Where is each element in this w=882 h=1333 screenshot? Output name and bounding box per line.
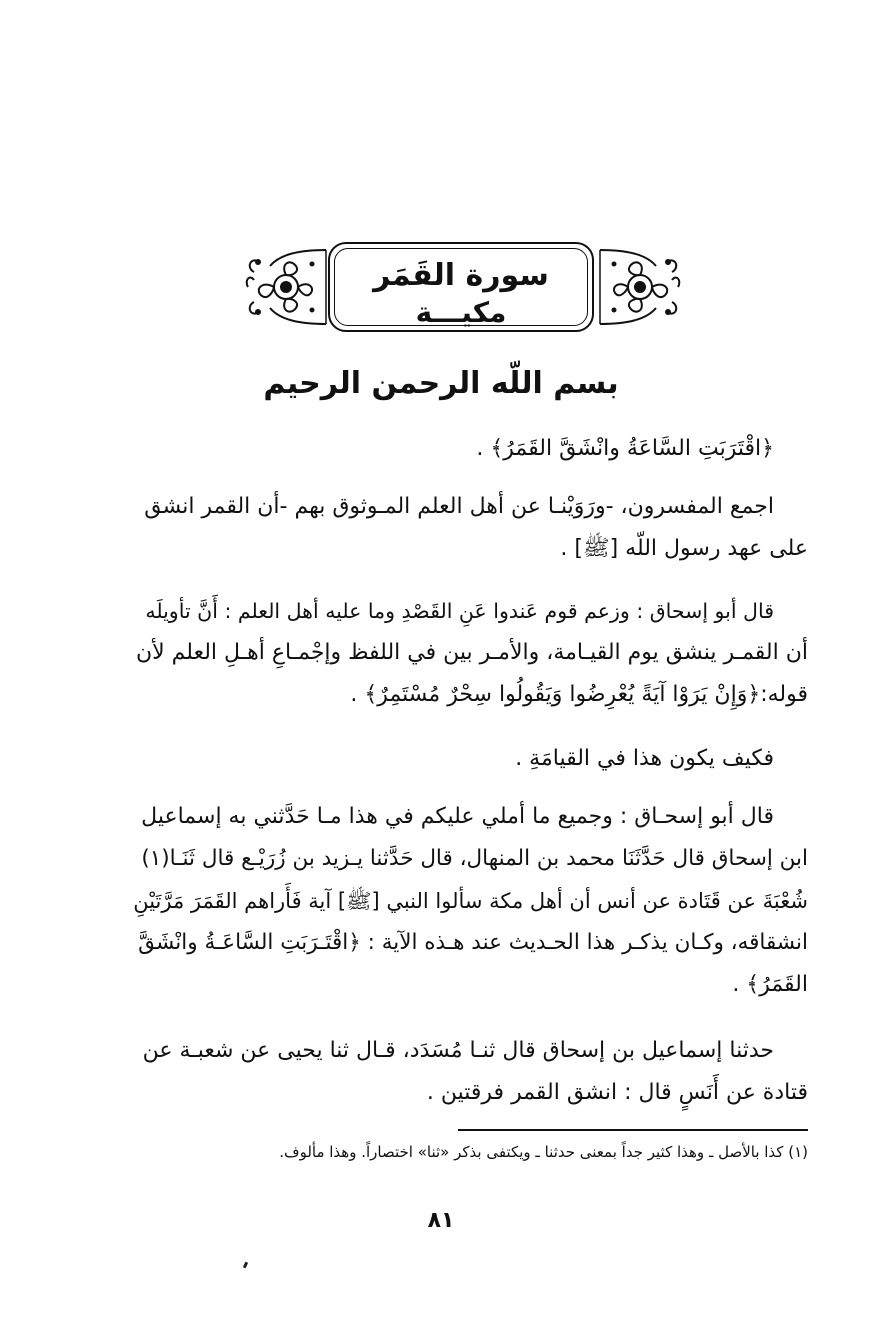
paragraph-4	[132, 796, 808, 1006]
text-line: شُعْبَةَ عن قَتَادة عن أنس أن أهل مكة سألوا النبي [ﷺ] آية فَأَراهم القَمَرَ مَرَّتَيْنِ	[133, 889, 808, 913]
paragraph-3	[132, 738, 808, 780]
text-line: ﴿اقْتَرَبَتِ السَّاعَةُ وانْشَقَّ القَمَرُ﴾ .	[476, 436, 774, 461]
text-line: أن القمـر ينشق يوم القيـامة، والأمـر بين في اللفظ وإجْمـاعِ أهـلِ العلم لأن	[135, 640, 808, 665]
text-line: انشقاقه، وكـان يذكـر هذا الحـديث عند هـذه الآية : ﴿اقْتَـرَبَتِ السَّاعَـةُ وانْشَقَّ	[138, 930, 808, 955]
text-line: قال أبو إسحـاق : وجميع ما أملي عليكم في هذا مـا حَدَّثني به إسماعيل	[141, 804, 774, 829]
surah-title-box	[328, 242, 594, 332]
basmala-heading: بسم اللّه الرحمن الرحيم	[263, 366, 619, 401]
footnote: (١) كذا بالأصل ـ وهذا كثير جداً بمعنى حدثنا ـ ويكتفى بذكر «ثنا» اختصاراً. وهذا مألوف.	[279, 1143, 808, 1161]
floral-ornament-right-icon	[594, 240, 686, 334]
scan-speck	[243, 1262, 248, 1269]
surah-title-frame	[240, 236, 686, 338]
text-line: فكيف يكون هذا في القيامَةِ .	[515, 746, 774, 771]
floral-ornament-left-icon	[240, 240, 332, 334]
paragraph-5	[132, 1030, 808, 1114]
text-line: القَمَرُ﴾ .	[732, 972, 808, 997]
text-line: حدثنا إسماعيل بن إسحاق قال ثنـا مُسَدَد، قـال ثنا يحيى عن شعبـة عن	[142, 1038, 774, 1063]
text-line: ابن إسحاق قال حَدَّثَنَا محمد بن المنهال، قال حَدَّثنا يـزيد بن زُرَيْـع قال ثَنَـا(١)	[141, 846, 808, 871]
page-number: ٨١	[427, 1208, 455, 1233]
footnote-separator	[458, 1129, 808, 1131]
paragraph-1	[132, 486, 808, 570]
surah-type: مكيـــة	[415, 296, 507, 329]
surah-name: سورة القَمَر	[373, 258, 549, 293]
text-line: قتادة عن أَنَسٍ قال : انشق القمر فرقتين .	[426, 1080, 808, 1105]
paragraph-verse	[132, 428, 808, 470]
text-line: اجمع المفسرون، -ورَوَيْنـا عن أهل العلم المـوثوق بهم -أن القمر انشق	[144, 494, 774, 519]
text-line: على عهد رسول اللّه [ﷺ] .	[560, 536, 808, 561]
paragraph-2	[132, 590, 808, 716]
text-line: قوله:﴿وَإِنْ يَرَوْا آيَةً يُعْرِضُوا وَيَقُولُوا سِحْرٌ مُسْتَمِرٌ﴾ .	[350, 682, 808, 707]
text-line: قال أبو إسحاق : وزعم قوم عَندوا عَنِ القَصْدِ وما عليه أهل العلم : أَنَّ تأويلَه	[145, 599, 774, 623]
